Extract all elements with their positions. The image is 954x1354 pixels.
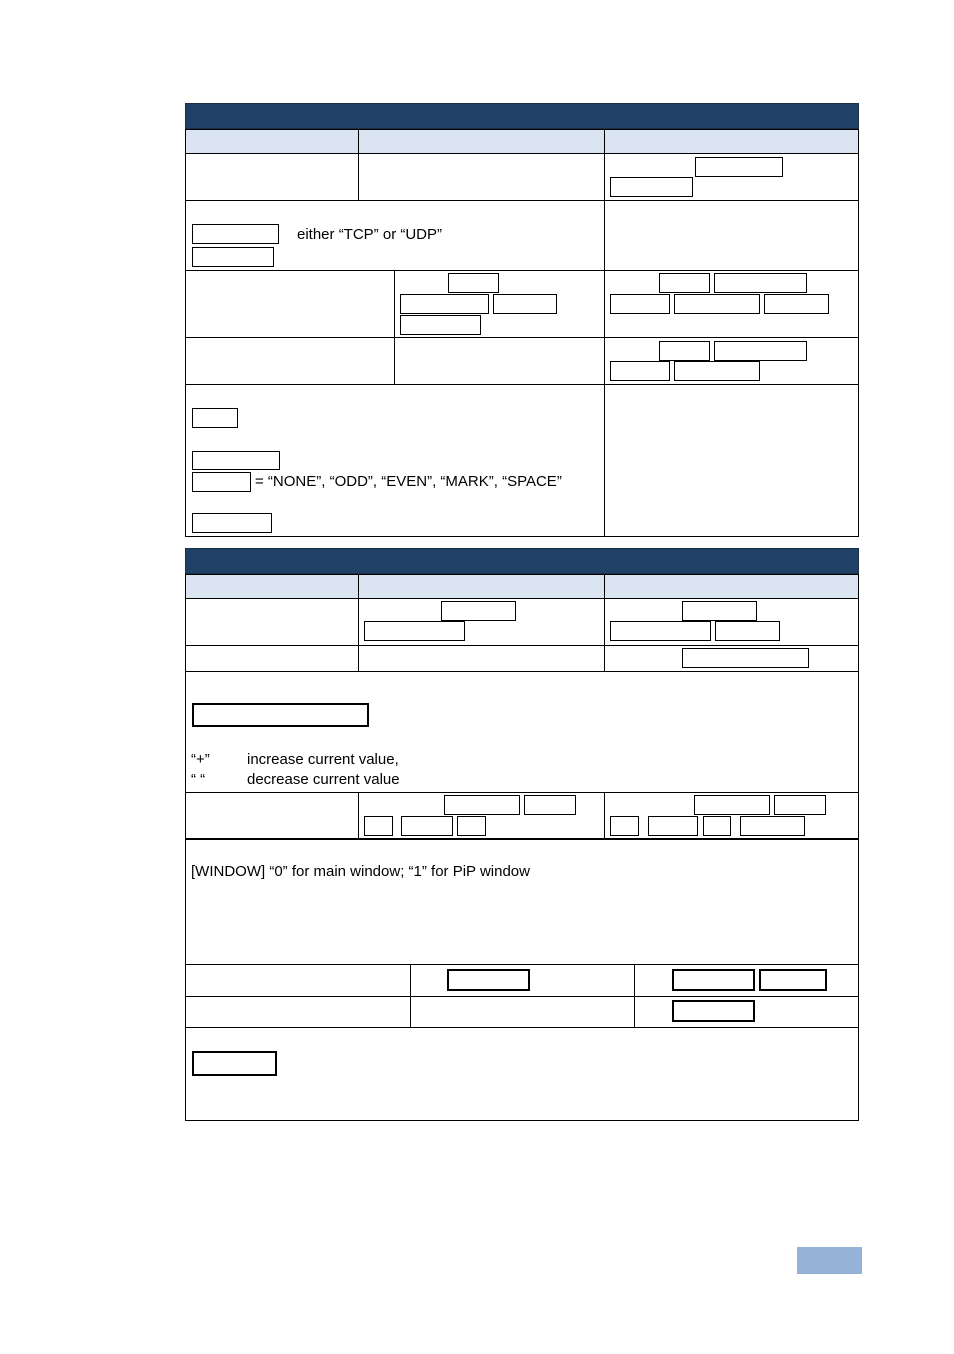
table-2-header-row — [185, 574, 859, 598]
syntax-box — [441, 601, 516, 621]
example-box — [715, 621, 780, 641]
parameter-box — [192, 247, 274, 267]
table-1-title-bar — [185, 103, 859, 129]
parameter-box — [192, 513, 272, 533]
example-box — [672, 1000, 755, 1022]
example-box — [674, 294, 760, 314]
syntax-box — [457, 816, 486, 836]
example-box — [610, 294, 670, 314]
example-box — [682, 648, 809, 668]
example-box — [610, 621, 711, 641]
parameter-box — [192, 408, 238, 428]
syntax-box — [524, 795, 576, 815]
parameter-box — [192, 1051, 277, 1076]
example-box — [659, 341, 710, 361]
syntax-box — [493, 294, 557, 314]
example-box — [672, 969, 755, 991]
example-box — [764, 294, 829, 314]
command-box — [695, 157, 783, 177]
plus-symbol: “+” — [191, 751, 210, 768]
example-box — [714, 273, 807, 293]
syntax-box — [447, 969, 530, 991]
example-box — [648, 816, 698, 836]
syntax-box — [448, 273, 499, 293]
minus-symbol: “ “ — [191, 771, 206, 788]
syntax-box — [444, 795, 520, 815]
example-box — [759, 969, 827, 991]
example-box — [610, 361, 670, 381]
example-box — [694, 795, 770, 815]
table-1-header-row — [185, 129, 859, 153]
parity-note: = “NONE”, “ODD”, “EVEN”, “MARK”, “SPACE” — [255, 473, 562, 490]
syntax-box — [400, 315, 481, 335]
example-box — [703, 816, 731, 836]
example-box — [674, 361, 760, 381]
parameter-box — [192, 451, 280, 470]
example-box — [659, 273, 710, 293]
parameter-box — [192, 472, 251, 492]
window-note: [WINDOW] “0” for main window; “1” for PiP window — [191, 863, 530, 880]
syntax-box — [364, 816, 393, 836]
example-box — [774, 795, 826, 815]
example-box — [714, 341, 807, 361]
example-box — [610, 816, 639, 836]
command-box — [610, 177, 693, 197]
example-box — [682, 601, 757, 621]
table-2-title-bar — [185, 548, 859, 574]
example-box — [740, 816, 805, 836]
page-number-tab — [797, 1247, 862, 1274]
protocol-note: either “TCP” or “UDP” — [297, 226, 443, 243]
syntax-box — [401, 816, 453, 836]
syntax-box — [400, 294, 489, 314]
minus-description: decrease current value — [247, 771, 400, 788]
syntax-box — [364, 621, 465, 641]
plus-description: increase current value, — [247, 751, 399, 768]
parameter-box — [192, 703, 369, 727]
parameter-box — [192, 224, 279, 244]
